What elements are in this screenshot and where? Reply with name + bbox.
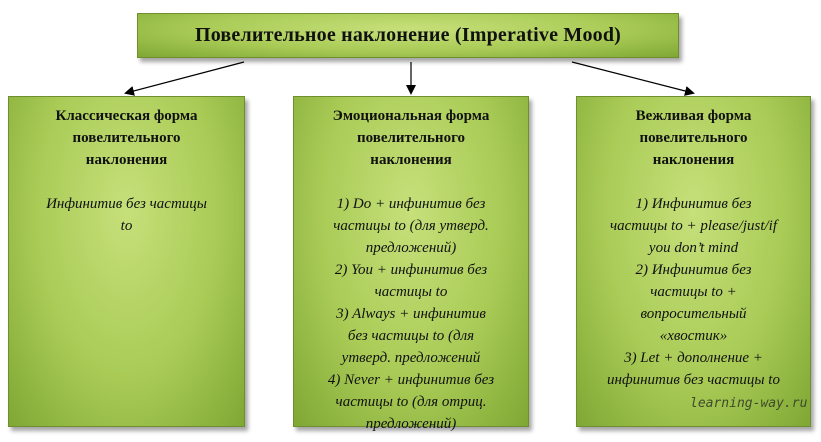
body-line: Инфинитив без частицы	[46, 196, 207, 212]
heading-line: наклонения	[370, 152, 452, 168]
body-line: you don’t mind	[648, 240, 739, 256]
classic-form-body	[19, 193, 234, 237]
body-line: частицы to (для отриц.	[335, 394, 487, 410]
heading-line: Классическая форма	[55, 108, 198, 124]
classic-form-box	[8, 96, 245, 427]
body-line: 4) Never + инфинитив без	[327, 372, 495, 388]
heading-line: повелительного	[72, 130, 181, 146]
arrow-to-polite	[572, 62, 693, 93]
polite-form-body	[587, 193, 800, 391]
body-line: вопросительный	[640, 306, 747, 322]
heading-line: повелительного	[639, 130, 748, 146]
polite-form-heading	[587, 105, 800, 171]
emotional-form-box	[293, 96, 529, 432]
body-line: 3) Let + дополнение +	[624, 350, 763, 366]
heading-line: повелительного	[356, 130, 466, 146]
body-line: частицы to	[374, 284, 448, 300]
body-line: 1) Инфинитив без	[635, 196, 752, 212]
site-watermark: learning-way.ru	[690, 396, 808, 411]
diagram-title: Повелительное наклонение (Imperative Mood)	[194, 24, 622, 46]
body-line: инфинитив без частицы to	[607, 372, 780, 388]
diagram-title-box	[137, 13, 679, 58]
body-line: предложений)	[365, 240, 457, 256]
polite-form-box	[576, 96, 811, 427]
body-line: без частицы to (для	[347, 328, 475, 344]
body-line: частицы to +	[650, 284, 737, 300]
body-line: to	[120, 218, 133, 234]
body-line: 1) Do + инфинитив без	[336, 196, 486, 212]
classic-form-heading	[19, 105, 234, 171]
body-line: 2) You + инфинитив без	[334, 262, 488, 278]
heading-line: Эмоциональная форма	[332, 108, 490, 124]
body-line: частицы to (для утверд.	[333, 218, 489, 234]
body-line: утверд. предложений	[341, 350, 481, 366]
body-line: 2) Инфинитив без	[635, 262, 752, 278]
heading-line: наклонения	[652, 152, 735, 168]
body-line: предложений)	[365, 416, 457, 432]
emotional-form-heading	[304, 105, 518, 171]
body-line: 3) Always + инфинитив	[336, 306, 486, 322]
heading-line: наклонения	[85, 152, 168, 168]
body-line: «хвостик»	[659, 328, 728, 344]
body-line: частицы to + please/just/if	[609, 218, 777, 234]
heading-line: Вежливая форма	[635, 108, 752, 124]
arrow-to-classic	[126, 62, 244, 93]
emotional-form-body	[304, 193, 518, 435]
